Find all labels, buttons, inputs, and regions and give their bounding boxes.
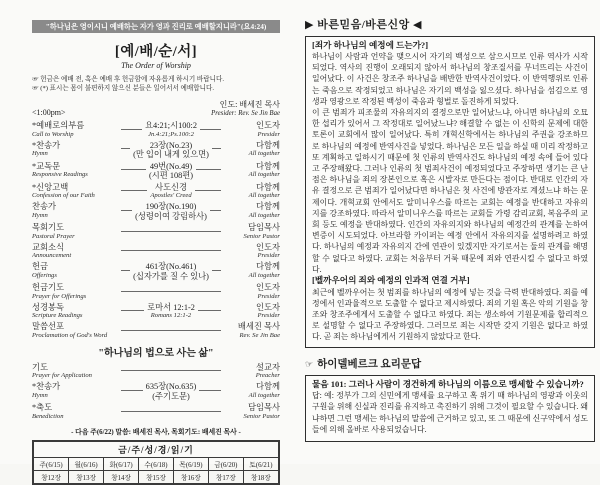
item-participant — [224, 303, 280, 321]
item-label-english: Prayer for Offerings — [32, 292, 87, 300]
section-heading: ▶ 바른믿음/바른신앙 ◀ — [305, 19, 422, 31]
rule-line — [121, 382, 143, 391]
item-participant-korean: 설교자 — [255, 362, 280, 372]
worship-items-main — [32, 121, 280, 340]
item-participant-english: All together — [248, 271, 280, 279]
worship-item — [32, 303, 280, 321]
item-participant-korean: 다함께 — [255, 140, 280, 150]
item-label — [32, 141, 118, 160]
item-label-english: Confession of our Faith — [32, 192, 95, 200]
item-participant — [224, 243, 280, 261]
item-participant-korean: 다함께 — [255, 382, 280, 392]
rule-line — [195, 183, 221, 192]
item-label-english: Call to Worship — [32, 130, 74, 138]
item-participant-korean: 배세진 목사 — [237, 322, 280, 332]
item-content — [145, 121, 197, 139]
rule-line — [121, 141, 130, 150]
item-participant — [224, 283, 280, 301]
item-content-sub: Jn.4:21;Ps.100:2 — [148, 130, 194, 138]
item-content-sub: (만 입이 내게 있으면) — [133, 150, 209, 160]
item-participant-korean: 다함께 — [255, 262, 280, 272]
item-label-korean: 헌금기도 — [32, 283, 65, 293]
item-participant — [224, 121, 280, 139]
item-label — [32, 223, 118, 241]
item-content — [133, 141, 209, 160]
rule-line — [121, 303, 144, 312]
item-participant — [224, 403, 280, 421]
worship-item — [32, 262, 280, 281]
item-label-korean: 목회기도 — [32, 223, 65, 233]
rule-line — [121, 183, 147, 192]
item-label-english: Hymn — [32, 150, 48, 158]
item-participant-english: All together — [248, 192, 280, 200]
item-participant-korean: 인도자 — [255, 121, 280, 131]
item-content-sub: (시편 108편) — [148, 171, 194, 181]
table-header-cell: 화(6/17) — [104, 457, 139, 470]
item-participant-english: Senior Pastor — [243, 412, 280, 420]
item-label — [32, 363, 118, 381]
item-label-korean: *찬송가 — [32, 382, 61, 392]
item-participant-english: All together — [248, 150, 280, 158]
item-label-english: Hymn — [32, 211, 48, 219]
rule-line — [199, 382, 221, 391]
item-participant-english: Presider — [257, 130, 280, 138]
item-participant-korean: 다함께 — [255, 182, 280, 192]
catechism-question: 물음 101: 그러나 사람이 경건하게 하나님의 이름으로 맹세할 수 있습니까? — [312, 378, 584, 389]
worship-item — [32, 202, 280, 221]
item-label — [32, 382, 118, 401]
item-label-english: Proclamation of God's Word — [32, 331, 108, 339]
service-time-row — [32, 99, 280, 117]
item-content — [146, 382, 197, 401]
rule-line — [212, 262, 221, 271]
item-content-main: 로마서 12:1-2 — [147, 302, 195, 312]
item-label — [32, 243, 118, 261]
item-label — [32, 262, 118, 281]
doctrine-article-box — [305, 36, 595, 348]
item-label-korean: 교회소식 — [32, 242, 65, 252]
worship-items-closing — [32, 363, 280, 421]
rule-line — [121, 283, 221, 292]
note-line: ☞ 헌금은 예배 전, 혹은 예배 후 헌금함에 자유롭게 하시기 바랍니다. — [32, 76, 224, 83]
item-participant-korean: 담임목사 — [247, 403, 280, 413]
item-content — [150, 183, 191, 201]
item-participant-korean: 다함께 — [255, 202, 280, 212]
presider-block — [211, 99, 280, 117]
item-content-main: 요4:21;시100:2 — [145, 121, 197, 131]
table-header-cell: 수(6/18) — [139, 457, 174, 470]
table-header-cell: 월(6/16) — [69, 457, 104, 470]
table-value-row — [33, 470, 279, 484]
rule-line — [121, 262, 130, 271]
item-participant — [224, 262, 280, 281]
worship-item — [32, 141, 280, 160]
item-content-main: 23장(No.23) — [149, 140, 193, 150]
item-content — [149, 162, 193, 181]
weekly-bible-reading-table — [32, 440, 280, 485]
item-label-korean: *찬송가 — [32, 140, 61, 150]
worship-item — [32, 382, 280, 401]
item-label — [32, 202, 118, 221]
item-participant — [224, 382, 280, 401]
table-value-cell: 창18장 — [243, 470, 279, 484]
item-label — [32, 322, 118, 340]
sermon-title: "하나님의 법으로 사는 삶" — [98, 347, 214, 359]
worship-item — [32, 283, 280, 301]
item-label-korean: *신앙고백 — [32, 182, 69, 192]
table-value-cell: 창16장 — [173, 470, 208, 484]
item-label-english: Hymn — [32, 391, 48, 399]
rule-line — [121, 322, 221, 331]
worship-item — [32, 243, 280, 261]
item-label-korean: 찬송가 — [32, 202, 57, 212]
item-participant-korean: 인도자 — [255, 283, 280, 293]
rule-line — [198, 303, 221, 312]
worship-item — [32, 403, 280, 421]
item-participant — [224, 363, 280, 381]
rule-line — [212, 141, 221, 150]
rule-line — [121, 202, 132, 211]
article-title: [죄가 하나님의 예정에 드는가?] — [312, 40, 429, 50]
rule-line — [121, 162, 146, 171]
table-header-cell: 주(6/15) — [33, 457, 69, 470]
item-participant-english: All together — [248, 211, 280, 219]
scripture-banner: "하나님은 영이시니 예배하는 자가 영과 진리로 예배할지니라"(요4:24) — [32, 20, 280, 33]
item-label — [32, 183, 118, 201]
rule-line — [121, 363, 221, 372]
service-time: <1:00pm> — [32, 108, 66, 118]
rule-line — [121, 243, 221, 252]
table-header-cell: 금(6/20) — [208, 457, 243, 470]
worship-item — [32, 121, 280, 139]
catechism-heading — [305, 356, 595, 371]
presider-english: Presider: Rev. Se Jin Bae — [211, 110, 280, 118]
rule-line — [196, 162, 221, 171]
item-label-english: Announcement — [32, 252, 72, 260]
note-line: ☞ (*) 표시는 몸이 불편하지 않으신 분들은 일어서서 예배합니다. — [32, 84, 214, 92]
item-content-sub: (성령이여 강림하사) — [135, 211, 207, 221]
item-label — [32, 283, 118, 301]
table-value-cell: 창13장 — [69, 470, 104, 484]
item-label-korean: 말씀선포 — [32, 322, 65, 332]
item-participant-english: All together — [248, 391, 280, 399]
item-label-korean: *축도 — [32, 403, 53, 413]
table-title: 금/주/성/경/읽/기 — [33, 441, 279, 458]
item-participant-english: All together — [248, 171, 280, 179]
item-label-english: Offerings — [32, 271, 57, 279]
item-label — [32, 162, 118, 181]
item-participant-english: Presider — [257, 252, 280, 260]
item-participant — [224, 223, 280, 241]
right-faith-page — [305, 16, 595, 442]
item-label — [32, 303, 118, 321]
rule-line — [121, 121, 142, 130]
item-participant-korean: 다함께 — [255, 161, 280, 171]
item-label-english: Benediction — [32, 412, 64, 420]
item-content-main: 사도신경 — [154, 182, 188, 192]
item-content — [133, 262, 209, 281]
item-content-main: 461장(No.461) — [145, 262, 197, 272]
item-label-korean: *예배로의부름 — [32, 121, 85, 131]
item-participant-korean: 인도자 — [255, 302, 280, 312]
item-participant — [224, 141, 280, 160]
page-title: [예/배/순/서] — [114, 44, 198, 60]
item-content — [147, 303, 195, 321]
item-participant-korean: 담임목사 — [247, 223, 280, 233]
worship-item — [32, 223, 280, 241]
bulletin-notes — [32, 76, 280, 93]
catechism-heading-label: 하이델베르크 요리문답 — [317, 358, 422, 370]
item-label-english: Pastoral Prayer — [32, 232, 75, 240]
table-value-cell: 창15장 — [139, 470, 174, 484]
rule-line — [121, 223, 221, 232]
item-participant — [224, 183, 280, 201]
item-participant — [224, 162, 280, 181]
item-label-korean: 헌금 — [32, 262, 49, 272]
item-participant-english: Presider — [257, 292, 280, 300]
item-participant-english: Presider — [257, 312, 280, 320]
pointing-hand-icon: ☞ — [305, 358, 314, 369]
item-content-main: 635장(No.635) — [145, 382, 197, 392]
rule-line — [200, 121, 221, 130]
order-of-worship-page — [32, 20, 280, 485]
item-label-korean: 기도 — [32, 362, 49, 372]
catechism-qa-box — [305, 375, 595, 442]
presider-korean: 인도: 배세진 목사 — [219, 100, 280, 110]
next-week-notice: - 다음 주(6/22) 말씀: 배세진 목사, 목회기도: 배세진 목사 - — [71, 428, 241, 436]
item-label-english: Prayer for Application — [32, 372, 92, 380]
article-paragraph: 최근에 벨까우어는 첫 범죄를 하나님의 예정에 넣는 것을 극력 반대하였다. 죄를 예정에서 인과율적으로 도출할 수 없다고 제시하였다. 죄의 기원 혹은 악의 기원을 창조와 창조주에게서 도출할 수 없다고 하였다. 죄는 생소하여 기원문제를 합리적으로 설명할 수 없다고 주장하였다. 그러므로 죄는 시작만 갖지 기원은 없다고 하였다. 곧 죄는 하나님에게서 기원하지 않았다고 한다. — [312, 287, 588, 342]
table-value-cell: 창12장 — [33, 470, 69, 484]
item-participant — [224, 322, 280, 340]
item-participant-english: Rev. Se Jin Bae — [239, 331, 280, 339]
item-participant-korean: 인도자 — [255, 242, 280, 252]
item-participant-english: Senior Pastor — [243, 232, 280, 240]
article-paragraph: 이 큰 범죄가 피조물의 자유의지의 결정으로만 일어났느냐, 아니면 하나님의 오묘한 섭리가 있어서 그 작정대로 일어났느냐? 해결할 수 없는 이 신학의 문제에 대한 토론이 교회에서 많이 일어났다. 특히 개혁신학에서는 하나님의 주권을 강조하므로 하나님의 예정에 반역사건을 넣었다. 하나님은 모든 일을 하실 때 미리 작정하고 또 계획하고 일하시기 때문에 첫 인류의 반역사건도 하나님의 예정 속에 들어 있다고 주장해왔다. 그러나 인류의 첫 범죄사건이 예정되었다고 주장하면 생기는 큰 난점은 하나님을 죄의 장본인으로 혹은 시발자로 만든다는 점이다. 반대로 인간의 자유 결정으로 큰 범죄가 일어났다면 하나님은 첫 사건에 방관자로 계셨느냐 하는 문제이다. 개혁교회 안에서도 알미니우스를 따르는 교회는 예정을 반대하고 자유의지를 강조하였다. 따라서 알미니우스를 따르는 교회들 가령 감리교회, 복음주의 교회 등도 예정을 반대하였다. 인간의 자유의지와 하나님의 예정간의 관계를 논하여 변증이 시도되었다. 아브라함 카이퍼는 예정 안에서 자유의지를 설명하려고 하였다. 하나님의 예정과 자유의지 간에 연관이 있겠지만 자기로서는 둘의 관계를 해명할 수 없다고 하였다. 교회는 처음부터 거룩 때문에 죄와 연관시킬 수 없다고 하였다. — [312, 108, 588, 274]
item-content-main: 190장(No.190) — [145, 202, 197, 212]
item-label — [32, 121, 118, 139]
rule-line — [121, 403, 221, 412]
table-title-row — [33, 441, 279, 458]
item-participant-english: Preacher — [255, 372, 280, 380]
table-value-cell: 창14장 — [104, 470, 139, 484]
table-value-cell: 창17장 — [208, 470, 243, 484]
article-paragraph: 하나님이 사람과 언약을 맺으시어 자기의 백성으로 삼으시므로 인류 역사가 시작되었다. 역사의 진행이 오래되지 않아서 하나님의 창조질서를 무너뜨리는 사건이 일어났다. 이 사건은 창조주 하나님을 배반한 반역사건이었다. 이 반역행위로 인류는 죽음으로 작정되었고 하나님은 자기의 백성을 잃으셨다. 하나님을 섬김으로 영생과 영광으로 작정된 백성이 죽음과 형벌로 돌진하게 되었다. — [312, 52, 588, 106]
worship-item — [32, 183, 280, 201]
article-subtitle: [벨까우어의 죄와 예정의 인과적 연결 거부] — [312, 275, 470, 286]
table-header-cell: 토(6/21) — [243, 457, 279, 470]
item-content-sub: Apostles' Creed — [150, 192, 192, 200]
item-content — [135, 202, 207, 221]
rule-line — [210, 202, 221, 211]
item-label-english: Scripture Readings — [32, 312, 83, 320]
item-content-main: 49번(No.49) — [149, 161, 193, 171]
item-content-sub: (주기도문) — [152, 391, 190, 401]
table-header-cell: 목(6/19) — [173, 457, 208, 470]
item-content-sub: (십자가를 질 수 있나) — [133, 271, 209, 281]
item-label-english: Responsive Readings — [32, 171, 88, 179]
item-content-sub: Romans 12:1-2 — [150, 312, 192, 320]
worship-item — [32, 322, 280, 340]
item-label — [32, 403, 118, 421]
catechism-answer: 답: 예: 정부가 그의 신민에게 맹세를 요구하고 혹 위기 때 하나님의 영광과 이웃의 구원을 위해 신실과 진리를 유지하고 촉진하기 위해 그것이 필요할 수 있습니다. 왜냐하면 그런 맹세는 하나님의 말씀에 근거하고 있고, 또 그 때문에 신구약에서 성도들에 의해 올바로 사용되었습니다. — [312, 391, 588, 435]
page-subtitle: The Order of Worship — [121, 61, 191, 70]
item-participant — [224, 202, 280, 221]
worship-item — [32, 363, 280, 381]
item-label-korean: 성경봉독 — [32, 302, 65, 312]
item-label-korean: *교독문 — [32, 161, 61, 171]
worship-item — [32, 162, 280, 181]
